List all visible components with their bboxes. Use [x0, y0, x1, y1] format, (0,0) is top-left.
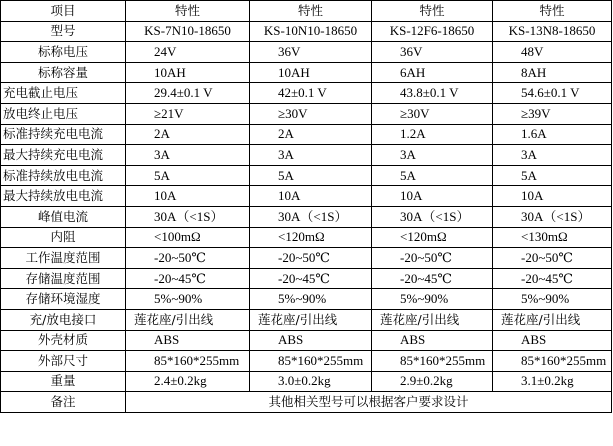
row-label: 充/放电接口	[1, 309, 126, 330]
cell-value: <120mΩ	[372, 227, 493, 248]
cell-value: 10A	[126, 186, 250, 207]
table-row	[1, 103, 612, 124]
cell-value: 30A（<1S）	[493, 206, 612, 227]
cell-value: -20~50℃	[372, 248, 493, 269]
cell-value: 30A（<1S）	[126, 206, 250, 227]
row-label: 重量	[1, 371, 126, 392]
cell-value: 48V	[493, 42, 612, 63]
cell-value: KS-7N10-18650	[126, 21, 250, 42]
row-label: 存储环境湿度	[1, 289, 126, 310]
cell-value: 30A（<1S）	[250, 206, 372, 227]
cell-value: 2A	[250, 124, 372, 145]
cell-value: <120mΩ	[250, 227, 372, 248]
remark-text: 其他相关型号可以根据客户要求设计	[126, 392, 612, 413]
row-label: 标准持续放电电流	[1, 165, 126, 186]
cell-value: -20~50℃	[250, 248, 372, 269]
cell-value: 5%~90%	[372, 289, 493, 310]
cell-value: -20~45℃	[126, 268, 250, 289]
remark-label: 备注	[1, 392, 126, 413]
row-label: 标称容量	[1, 62, 126, 83]
cell-value: 莲花座/引出线	[493, 309, 612, 330]
row-label: 标称电压	[1, 42, 126, 63]
cell-value: ≥21V	[126, 103, 250, 124]
table-row	[1, 42, 612, 63]
table-row	[1, 165, 612, 186]
cell-value: 5%~90%	[493, 289, 612, 310]
cell-value: 莲花座/引出线	[126, 309, 250, 330]
cell-value: 54.6±0.1 V	[493, 83, 612, 104]
cell-value: 2A	[126, 124, 250, 145]
cell-value: 5%~90%	[250, 289, 372, 310]
header-feature-1: 特性	[126, 1, 250, 22]
cell-value: 莲花座/引出线	[250, 309, 372, 330]
row-label: 标准持续充电电流	[1, 124, 126, 145]
cell-value: 6AH	[372, 62, 493, 83]
cell-value: <130mΩ	[493, 227, 612, 248]
row-label: 充电截止电压	[1, 83, 126, 104]
cell-value: 85*160*255mm	[493, 351, 612, 372]
header-feature-2: 特性	[250, 1, 372, 22]
cell-value: KS-13N8-18650	[493, 21, 612, 42]
cell-value: <100mΩ	[126, 227, 250, 248]
cell-value: -20~45℃	[250, 268, 372, 289]
cell-value: -20~45℃	[493, 268, 612, 289]
cell-value: -20~45℃	[372, 268, 493, 289]
cell-value: ABS	[493, 330, 612, 351]
cell-value: 5A	[372, 165, 493, 186]
cell-value: KS-12F6-18650	[372, 21, 493, 42]
cell-value: 30A（<1S）	[372, 206, 493, 227]
cell-value: ≥30V	[372, 103, 493, 124]
row-label: 存储温度范围	[1, 268, 126, 289]
cell-value: 3A	[493, 145, 612, 166]
cell-value: ≥30V	[250, 103, 372, 124]
row-label: 内阻	[1, 227, 126, 248]
table-row	[1, 289, 612, 310]
table-row	[1, 206, 612, 227]
table-row	[1, 309, 612, 330]
table-row	[1, 21, 612, 42]
cell-value: 莲花座/引出线	[372, 309, 493, 330]
remark-row	[1, 392, 612, 413]
cell-value: ABS	[250, 330, 372, 351]
header-feature-4: 特性	[493, 1, 612, 22]
table-row	[1, 83, 612, 104]
table-row	[1, 330, 612, 351]
cell-value: 10A	[493, 186, 612, 207]
cell-value: 85*160*255mm	[250, 351, 372, 372]
cell-value: 5%~90%	[126, 289, 250, 310]
row-label: 放电终止电压	[1, 103, 126, 124]
row-label: 峰值电流	[1, 206, 126, 227]
header-feature-3: 特性	[372, 1, 493, 22]
cell-value: 3A	[250, 145, 372, 166]
table-row	[1, 268, 612, 289]
row-label: 工作温度范围	[1, 248, 126, 269]
table-row	[1, 186, 612, 207]
table-row	[1, 248, 612, 269]
cell-value: 85*160*255mm	[372, 351, 493, 372]
cell-value: 36V	[250, 42, 372, 63]
cell-value: 8AH	[493, 62, 612, 83]
cell-value: 3A	[372, 145, 493, 166]
cell-value: 29.4±0.1 V	[126, 83, 250, 104]
cell-value: -20~50℃	[126, 248, 250, 269]
row-label: 外壳材质	[1, 330, 126, 351]
cell-value: ≥39V	[493, 103, 612, 124]
row-label: 型号	[1, 21, 126, 42]
row-label: 最大持续充电电流	[1, 145, 126, 166]
cell-value: 10A	[372, 186, 493, 207]
table-row	[1, 371, 612, 392]
table-row	[1, 351, 612, 372]
cell-value: 2.4±0.2kg	[126, 371, 250, 392]
cell-value: 3A	[126, 145, 250, 166]
header-row	[1, 1, 612, 22]
cell-value: 10AH	[126, 62, 250, 83]
cell-value: 24V	[126, 42, 250, 63]
table-row	[1, 227, 612, 248]
cell-value: 3.1±0.2kg	[493, 371, 612, 392]
cell-value: ABS	[372, 330, 493, 351]
cell-value: 2.9±0.2kg	[372, 371, 493, 392]
cell-value: 3.0±0.2kg	[250, 371, 372, 392]
cell-value: -20~50℃	[493, 248, 612, 269]
table-row	[1, 145, 612, 166]
cell-value: 5A	[250, 165, 372, 186]
cell-value: 85*160*255mm	[126, 351, 250, 372]
row-label: 最大持续放电电流	[1, 186, 126, 207]
cell-value: 43.8±0.1 V	[372, 83, 493, 104]
cell-value: ABS	[126, 330, 250, 351]
table-row	[1, 62, 612, 83]
table-row	[1, 124, 612, 145]
cell-value: 10AH	[250, 62, 372, 83]
cell-value: 5A	[493, 165, 612, 186]
row-label: 外部尺寸	[1, 351, 126, 372]
cell-value: 36V	[372, 42, 493, 63]
cell-value: KS-10N10-18650	[250, 21, 372, 42]
header-item-label: 项目	[1, 1, 126, 22]
cell-value: 1.6A	[493, 124, 612, 145]
spec-body	[1, 21, 612, 412]
cell-value: 42±0.1 V	[250, 83, 372, 104]
cell-value: 1.2A	[372, 124, 493, 145]
cell-value: 5A	[126, 165, 250, 186]
cell-value: 10A	[250, 186, 372, 207]
